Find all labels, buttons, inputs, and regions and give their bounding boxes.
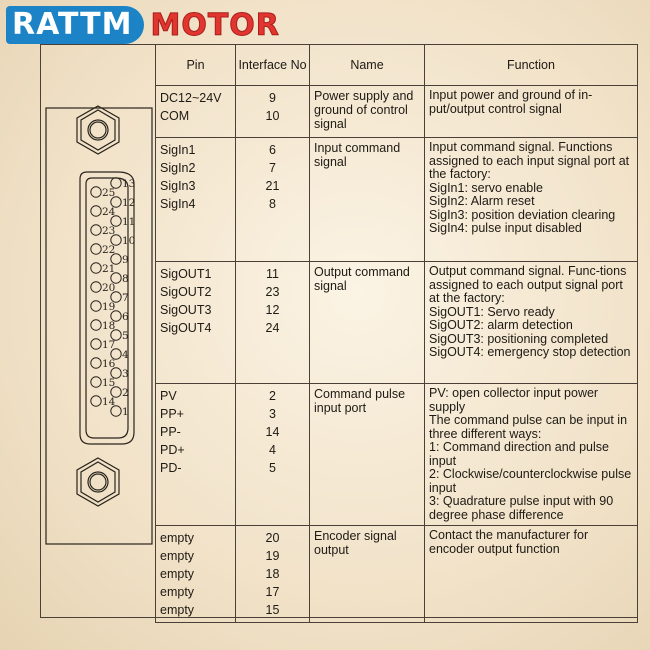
pin-number-label: 8 <box>122 273 129 285</box>
interface-no-value: 17 <box>265 585 280 599</box>
header-pin: Pin <box>156 45 236 86</box>
interface-no-value: 6 <box>269 143 276 157</box>
pin-value: SigOUT3 <box>160 303 212 317</box>
interface-no-value: 20 <box>265 531 280 545</box>
pin-number-label: 12 <box>122 197 136 209</box>
pin-hole <box>111 178 121 188</box>
pin-number-label: 11 <box>122 216 136 228</box>
interface-no-value: 8 <box>269 197 276 211</box>
pin-hole <box>111 311 121 321</box>
pin-number-label: 25 <box>102 187 116 199</box>
interface-no-cell <box>236 526 310 623</box>
interface-no-cell <box>236 86 310 138</box>
name-cell: Power supply and ground of control signal <box>310 86 425 138</box>
pin-hole <box>111 216 121 226</box>
function-cell <box>425 138 638 262</box>
pin-number-label: 14 <box>102 396 116 408</box>
pin-number-label: 4 <box>122 349 129 361</box>
pin-value: SigOUT4 <box>160 321 212 335</box>
pin-number-label: 21 <box>102 263 116 275</box>
interface-no-value: 4 <box>269 443 276 457</box>
brand-logo <box>6 2 280 48</box>
pin-hole <box>111 197 121 207</box>
interface-no-value: 3 <box>269 407 276 421</box>
interface-no-value: 11 <box>266 267 279 281</box>
pin-hole <box>111 368 121 378</box>
pin-value: PP- <box>160 425 181 439</box>
name-cell: Output command signal <box>310 262 425 384</box>
pin-hole <box>91 320 101 330</box>
pin-hole <box>111 406 121 416</box>
pin-cell <box>156 138 236 262</box>
pin-hole <box>111 235 121 245</box>
interface-no-value: 24 <box>265 321 280 335</box>
pin-hole <box>111 330 121 340</box>
pin-hole <box>91 282 101 292</box>
pin-value: PD+ <box>160 443 185 457</box>
interface-no-value: 15 <box>265 603 280 617</box>
interface-no-cell <box>236 384 310 526</box>
interface-no-value: 5 <box>269 461 276 475</box>
pin-value: SigIn3 <box>160 179 196 193</box>
function-cell <box>425 262 638 384</box>
function-value: SigIn2: Alarm reset <box>429 194 535 208</box>
function-value: 1: Command direction and pulse input <box>429 440 609 468</box>
function-value: SigIn1: servo enable <box>429 180 543 195</box>
function-value: 2: Clockwise/counterclockwise pulse input <box>429 467 632 495</box>
pin-number-label: 7 <box>122 292 129 304</box>
function-cell <box>425 384 638 526</box>
function-cell <box>425 526 638 623</box>
pin-number-label: 9 <box>122 254 129 266</box>
function-value: SigOUT3: positioning completed <box>429 331 609 346</box>
function-value: The command pulse can be input in three different ways: <box>429 413 628 441</box>
function-value: Input command signal. Functions assigned to each input signal port at the factory: <box>429 140 630 181</box>
pin-hole <box>111 273 121 283</box>
pin-value: PP+ <box>160 407 184 421</box>
table-row <box>156 384 638 526</box>
pin-value: SigOUT1 <box>160 267 212 281</box>
interface-no-value: 9 <box>269 91 276 105</box>
pin-hole <box>91 396 101 406</box>
pin-value: empty <box>160 549 195 563</box>
pin-value: SigIn1 <box>160 143 196 157</box>
function-cell <box>425 86 638 138</box>
pin-hole <box>91 206 101 216</box>
pin-number-label: 23 <box>102 225 116 237</box>
pin-hole <box>91 377 101 387</box>
pin-number-label: 10 <box>122 235 136 247</box>
function-value: 3: Quadrature pulse input with 90 degree phase difference <box>429 494 614 522</box>
brand-logo-part2: MOTOR <box>150 7 280 43</box>
pin-hole <box>91 244 101 254</box>
pin-number-label: 5 <box>122 330 129 342</box>
function-value: SigIn3: position deviation clearing <box>429 207 616 222</box>
pin-cell <box>156 526 236 623</box>
table-row <box>156 86 638 138</box>
pin-hole <box>91 301 101 311</box>
pin-number-label: 6 <box>122 311 129 323</box>
pin-hole <box>111 254 121 264</box>
function-value: SigOUT4: emergency stop detection <box>429 345 631 359</box>
pin-cell <box>156 262 236 384</box>
pin-value: SigIn2 <box>160 161 196 175</box>
pin-hole <box>91 263 101 273</box>
interface-no-value: 19 <box>265 549 280 563</box>
pin-value: PD- <box>160 461 182 475</box>
pin-hole <box>91 225 101 235</box>
pin-number-label: 24 <box>102 206 116 218</box>
pin-value: DC12~24V COM <box>160 91 222 123</box>
interface-no-value: 21 <box>265 179 280 193</box>
name-cell: Command pulse input port <box>310 384 425 526</box>
function-value: Contact the manufacturer for encoder output function <box>429 528 589 556</box>
header-interface-no: Interface No <box>236 45 310 86</box>
pin-hole <box>91 358 101 368</box>
function-value: PV: open collector input power supply <box>429 386 599 414</box>
pin-number-label: 20 <box>102 282 116 294</box>
pin-number-label: 19 <box>102 301 116 313</box>
pin-hole <box>111 292 121 302</box>
interface-no-value: 12 <box>265 303 280 317</box>
function-value: SigOUT2: alarm detection <box>429 318 573 332</box>
connector-mounting-plate <box>46 108 152 544</box>
bottom-screw-icon <box>77 458 119 506</box>
interface-no-value: 7 <box>269 161 276 175</box>
interface-no-cell <box>236 262 310 384</box>
pin-function-table <box>155 44 638 623</box>
pin-number-label: 16 <box>102 358 116 370</box>
table-header-row <box>156 45 638 86</box>
pin-cell <box>156 86 236 138</box>
table-row <box>156 138 638 262</box>
pin-value: SigOUT2 <box>160 285 212 299</box>
pin-number-label: 17 <box>102 339 116 351</box>
interface-no-value: 23 <box>265 285 280 299</box>
pin-value: empty <box>160 531 195 545</box>
pin-number-label: 1 <box>122 406 129 418</box>
pin-number-label: 3 <box>122 368 129 380</box>
db25-connector-diagram <box>40 44 156 616</box>
pin-number-label: 15 <box>102 377 116 389</box>
pin-number-label: 13 <box>122 178 136 190</box>
interface-no-value: 2 <box>269 389 276 403</box>
function-value: SigIn4: pulse input disabled <box>429 221 582 235</box>
brand-logo-part1: RATTM <box>6 6 144 44</box>
interface-no-value: 18 <box>265 567 280 581</box>
pin-number-label: 2 <box>122 387 129 399</box>
interface-no-value: 10 <box>265 109 280 123</box>
header-name: Name <box>310 45 425 86</box>
header-function: Function <box>425 45 638 86</box>
name-cell: Input command signal <box>310 138 425 262</box>
interface-no-value: 14 <box>265 425 280 439</box>
pin-number-label: 18 <box>102 320 116 332</box>
pin-hole <box>111 387 121 397</box>
pin-hole <box>111 349 121 359</box>
name-cell: Encoder signal output <box>310 526 425 623</box>
table-row <box>156 526 638 623</box>
top-screw-icon <box>77 106 119 154</box>
function-value: Output command signal. Func-tions assigned to each output signal port at the factory: <box>429 264 627 305</box>
pin-value: empty <box>160 585 195 599</box>
table-row <box>156 262 638 384</box>
pin-value: empty <box>160 567 195 581</box>
pin-value: PV <box>160 389 177 403</box>
pin-hole <box>91 339 101 349</box>
pin-value: empty <box>160 603 195 617</box>
pin-hole <box>91 187 101 197</box>
function-value: Input power and ground of in-put/output control signal <box>429 88 593 116</box>
pin-number-label: 22 <box>102 244 116 256</box>
interface-no-cell <box>236 138 310 262</box>
function-value: SigOUT1: Servo ready <box>429 304 555 319</box>
pin-cell <box>156 384 236 526</box>
pin-value: SigIn4 <box>160 197 196 211</box>
